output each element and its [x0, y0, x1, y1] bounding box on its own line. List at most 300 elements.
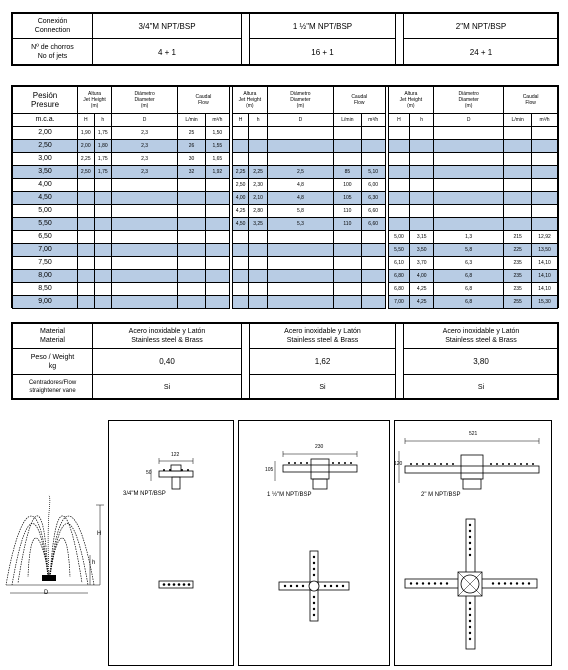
data-cell: [532, 205, 558, 218]
flow-straightener-value-2: Si: [250, 375, 396, 400]
connection-value-2: 1 ½"M NPT/BSP: [250, 14, 396, 39]
data-cell: [361, 244, 385, 257]
data-cell: [205, 244, 229, 257]
data-cell: 6,60: [361, 218, 385, 231]
data-cell: [333, 244, 361, 257]
data-cell: [178, 192, 206, 205]
table-row: [13, 205, 558, 218]
data-cell: 5,00: [388, 231, 410, 244]
weight-label: Peso / Weight kg: [13, 349, 93, 375]
data-cell: 215: [504, 231, 532, 244]
altura-header-2: Altura Jet Height (m): [232, 87, 267, 114]
pressure-cell: 7,00: [13, 244, 78, 257]
d1-dim-height: 50: [146, 470, 152, 476]
unit-cell: D: [267, 114, 333, 127]
data-cell: [410, 179, 434, 192]
data-cell: 85: [333, 166, 361, 179]
data-cell: [249, 257, 268, 270]
fountain-spray-illustration: [0, 465, 106, 605]
data-cell: 5,50: [388, 244, 410, 257]
diametro-header-3: Diámetro Diameter (m): [434, 87, 504, 114]
data-cell: 2,3: [112, 166, 178, 179]
data-cell: [112, 244, 178, 257]
data-cell: [94, 257, 112, 270]
data-cell: 2,00: [78, 140, 95, 153]
unit-cell: H: [232, 114, 249, 127]
data-cell: [361, 257, 385, 270]
data-cell: [112, 218, 178, 231]
jet-diagram: [0, 465, 106, 605]
pressure-cell: 5,50: [13, 218, 78, 231]
weight-value-2: 1,62: [250, 349, 396, 375]
altura-header-1: Altura Jet Height (m): [78, 87, 112, 114]
data-cell: [434, 166, 504, 179]
d1-dim-width: 122: [171, 452, 180, 458]
caudal-header-3: Caudal Flow: [504, 87, 558, 114]
data-cell: [333, 140, 361, 153]
unit-cell: h: [249, 114, 268, 127]
data-cell: [388, 218, 410, 231]
data-cell: 105: [333, 192, 361, 205]
material-table: [12, 323, 559, 400]
data-cell: [249, 270, 268, 283]
pressure-cell: 2,00: [13, 127, 78, 140]
jet-h-label: h: [92, 560, 96, 566]
data-cell: [78, 257, 95, 270]
data-cell: 3,25: [249, 218, 268, 231]
data-cell: [532, 166, 558, 179]
data-cell: 4,25: [232, 205, 249, 218]
d3-connection-label: 2" M NPT/BSP: [421, 492, 461, 498]
table-row: [13, 153, 558, 166]
connection-value-3: 2"M NPT/BSP: [404, 14, 559, 39]
data-cell: [434, 127, 504, 140]
data-cell: [410, 140, 434, 153]
data-cell: 2,80: [249, 205, 268, 218]
data-cell: 4,8: [267, 192, 333, 205]
data-cell: [532, 218, 558, 231]
data-cell: [112, 257, 178, 270]
data-cell: 1,75: [94, 166, 112, 179]
data-cell: 110: [333, 205, 361, 218]
data-cell: 2,25: [78, 153, 95, 166]
data-cell: [78, 179, 95, 192]
data-cell: 110: [333, 218, 361, 231]
data-cell: [388, 140, 410, 153]
data-cell: [267, 244, 333, 257]
table-row: [13, 127, 558, 140]
jet-D-label: D: [44, 590, 49, 596]
material-value-3: Acero inoxidable y Latón Stainless steel & Brass: [404, 324, 559, 349]
data-cell: [333, 283, 361, 296]
data-cell: [410, 153, 434, 166]
data-cell: [504, 166, 532, 179]
unit-cell: L/min: [178, 114, 206, 127]
data-cell: [504, 192, 532, 205]
data-cell: [504, 140, 532, 153]
table-row: [13, 179, 558, 192]
data-cell: [388, 153, 410, 166]
d1-connection-label: 3/4"M NPT/BSP: [123, 491, 166, 497]
data-cell: [434, 179, 504, 192]
data-cell: 14,10: [532, 270, 558, 283]
unit-pressure: m.c.a.: [13, 114, 78, 127]
data-cell: [504, 179, 532, 192]
unit-cell: m³/h: [361, 114, 385, 127]
data-cell: 6,3: [434, 257, 504, 270]
data-cell: 5,8: [434, 244, 504, 257]
connection-label: Conexión Connection: [13, 14, 93, 39]
data-cell: [78, 218, 95, 231]
table-row: [13, 270, 558, 283]
data-cell: 2,25: [232, 166, 249, 179]
data-cell: [112, 270, 178, 283]
data-cell: [178, 296, 206, 309]
data-cell: [112, 205, 178, 218]
data-cell: 235: [504, 283, 532, 296]
unit-cell: h: [94, 114, 112, 127]
material-value-1: Acero inoxidable y Latón Stainless steel & Brass: [93, 324, 242, 349]
data-cell: [112, 179, 178, 192]
data-cell: [410, 127, 434, 140]
data-cell: [205, 283, 229, 296]
data-cell: 6,30: [361, 192, 385, 205]
data-cell: [112, 283, 178, 296]
unit-cell: h: [410, 114, 434, 127]
data-cell: [249, 296, 268, 309]
flow-straightener-value-3: Si: [404, 375, 559, 400]
data-cell: [178, 179, 206, 192]
d3-dim-height: 120: [394, 461, 403, 467]
data-cell: [78, 296, 95, 309]
data-cell: [249, 127, 268, 140]
data-cell: 1,80: [94, 140, 112, 153]
pressure-cell: 9,00: [13, 296, 78, 309]
data-cell: [205, 205, 229, 218]
data-cell: [267, 231, 333, 244]
data-cell: 235: [504, 257, 532, 270]
data-cell: 6,8: [434, 283, 504, 296]
nozzle-drawing-3: [395, 421, 551, 665]
data-cell: [361, 283, 385, 296]
data-cell: [267, 283, 333, 296]
data-cell: 6,00: [361, 179, 385, 192]
nozzle-icon: [42, 575, 56, 581]
weight-value-1: 0,40: [93, 349, 242, 375]
data-cell: [434, 205, 504, 218]
flow-straightener-label: Centradores/Flow straightener vane: [13, 375, 93, 400]
data-cell: [504, 205, 532, 218]
d3-dim-width: 521: [469, 431, 478, 437]
data-cell: [78, 231, 95, 244]
data-cell: [94, 244, 112, 257]
table-row: [13, 244, 558, 257]
data-cell: 235: [504, 270, 532, 283]
data-cell: 25: [178, 127, 206, 140]
d2-dim-width: 230: [315, 444, 324, 450]
data-cell: [249, 153, 268, 166]
data-cell: 13,50: [532, 244, 558, 257]
data-cell: 15,30: [532, 296, 558, 309]
data-cell: 5,8: [267, 205, 333, 218]
data-cell: 4,50: [232, 218, 249, 231]
weight-value-3: 3,80: [404, 349, 559, 375]
data-cell: [178, 231, 206, 244]
data-cell: [94, 179, 112, 192]
data-cell: 2,10: [249, 192, 268, 205]
unit-cell: m³/h: [532, 114, 558, 127]
data-cell: [178, 270, 206, 283]
data-cell: 3,70: [410, 257, 434, 270]
unit-cell: m³/h: [205, 114, 229, 127]
data-cell: 7,00: [388, 296, 410, 309]
data-cell: 1,90: [78, 127, 95, 140]
data-cell: [205, 231, 229, 244]
data-cell: [94, 283, 112, 296]
data-cell: [410, 166, 434, 179]
drawing-panel-1: [108, 420, 234, 666]
data-cell: [361, 231, 385, 244]
data-cell: 4,8: [267, 179, 333, 192]
pressure-cell: 4,00: [13, 179, 78, 192]
data-cell: 2,50: [232, 179, 249, 192]
data-cell: [232, 296, 249, 309]
data-cell: [361, 140, 385, 153]
data-cell: [267, 257, 333, 270]
data-cell: 6,10: [388, 257, 410, 270]
data-cell: [178, 205, 206, 218]
data-cell: [94, 270, 112, 283]
data-cell: 4,25: [410, 283, 434, 296]
data-cell: 1,50: [205, 127, 229, 140]
data-cell: [434, 140, 504, 153]
data-cell: 14,10: [532, 257, 558, 270]
data-cell: [232, 231, 249, 244]
data-cell: [112, 231, 178, 244]
data-cell: [232, 257, 249, 270]
data-cell: [532, 192, 558, 205]
data-cell: [504, 153, 532, 166]
data-cell: [94, 192, 112, 205]
data-cell: [78, 192, 95, 205]
data-cell: [333, 257, 361, 270]
unit-cell: L/min: [333, 114, 361, 127]
jets-value-2: 16 + 1: [250, 39, 396, 66]
data-cell: [112, 192, 178, 205]
data-cell: 2,3: [112, 127, 178, 140]
data-cell: [267, 296, 333, 309]
data-cell: [434, 192, 504, 205]
data-cell: 3,15: [410, 231, 434, 244]
unit-cell: D: [112, 114, 178, 127]
flow-straightener-value-1: Si: [93, 375, 242, 400]
diametro-header-1: Diámetro Diameter (m): [112, 87, 178, 114]
data-cell: [205, 179, 229, 192]
pressure-cell: 2,50: [13, 140, 78, 153]
data-cell: [267, 140, 333, 153]
data-cell: [232, 127, 249, 140]
data-cell: 1,92: [205, 166, 229, 179]
data-cell: 2,50: [78, 166, 95, 179]
data-cell: [249, 231, 268, 244]
data-cell: 6,80: [388, 270, 410, 283]
pressure-cell: 8,50: [13, 283, 78, 296]
data-cell: [504, 218, 532, 231]
data-cell: 26: [178, 140, 206, 153]
data-cell: [178, 218, 206, 231]
data-cell: [205, 192, 229, 205]
pressure-cell: 5,00: [13, 205, 78, 218]
caudal-header-1: Caudal Flow: [178, 87, 230, 114]
drawing-panel-2: [238, 420, 390, 666]
data-cell: [232, 153, 249, 166]
data-cell: [205, 296, 229, 309]
data-cell: 5,3: [267, 218, 333, 231]
data-cell: [388, 205, 410, 218]
jets-value-3: 24 + 1: [404, 39, 559, 66]
data-cell: [232, 140, 249, 153]
data-cell: [532, 140, 558, 153]
data-cell: [94, 296, 112, 309]
data-cell: [232, 270, 249, 283]
data-cell: 4,25: [410, 296, 434, 309]
data-cell: [249, 140, 268, 153]
data-cell: 100: [333, 179, 361, 192]
data-cell: [333, 153, 361, 166]
data-cell: 2,5: [267, 166, 333, 179]
table-row: [13, 257, 558, 270]
data-cell: 6,8: [434, 296, 504, 309]
data-cell: [504, 127, 532, 140]
jets-label: Nº de chorros No of jets: [13, 39, 93, 66]
data-cell: [249, 244, 268, 257]
data-cell: [361, 153, 385, 166]
data-cell: [388, 127, 410, 140]
table-row: [13, 166, 558, 179]
data-cell: 6,8: [434, 270, 504, 283]
diametro-header-2: Diámetro Diameter (m): [267, 87, 333, 114]
data-cell: 2,3: [112, 153, 178, 166]
data-cell: 30: [178, 153, 206, 166]
unit-cell: D: [434, 114, 504, 127]
table-row: [13, 140, 558, 153]
data-cell: [94, 218, 112, 231]
data-cell: [267, 270, 333, 283]
data-cell: [388, 179, 410, 192]
data-cell: [249, 283, 268, 296]
data-cell: [333, 270, 361, 283]
data-cell: 1,75: [94, 127, 112, 140]
table-row: [13, 218, 558, 231]
material-label: Material Material: [13, 324, 93, 349]
data-cell: [94, 205, 112, 218]
data-cell: [112, 296, 178, 309]
data-cell: 12,92: [532, 231, 558, 244]
data-cell: [205, 270, 229, 283]
connection-table: [12, 13, 559, 66]
material-value-2: Acero inoxidable y Latón Stainless steel & Brass: [250, 324, 396, 349]
data-cell: 4,00: [410, 270, 434, 283]
data-cell: [333, 296, 361, 309]
data-cell: [267, 127, 333, 140]
data-cell: [178, 244, 206, 257]
data-cell: 2,30: [249, 179, 268, 192]
drawing-panel-3: [394, 420, 552, 666]
data-cell: [388, 166, 410, 179]
data-cell: [78, 270, 95, 283]
data-cell: [232, 244, 249, 257]
data-cell: [78, 283, 95, 296]
data-cell: 1,75: [94, 153, 112, 166]
data-cell: [205, 218, 229, 231]
performance-table: [12, 86, 558, 309]
data-cell: [267, 153, 333, 166]
data-cell: [178, 283, 206, 296]
data-cell: 6,60: [361, 205, 385, 218]
unit-cell: H: [388, 114, 410, 127]
data-cell: [532, 127, 558, 140]
jets-value-1: 4 + 1: [93, 39, 242, 66]
data-cell: 3,50: [410, 244, 434, 257]
data-cell: [410, 192, 434, 205]
connection-value-1: 3/4"M NPT/BSP: [93, 14, 242, 39]
data-cell: [361, 127, 385, 140]
data-cell: 6,80: [388, 283, 410, 296]
data-cell: 1,65: [205, 153, 229, 166]
jet-H-label: H: [97, 531, 102, 537]
pressure-cell: 4,50: [13, 192, 78, 205]
data-cell: [532, 179, 558, 192]
unit-cell: H: [78, 114, 95, 127]
data-cell: 4,00: [232, 192, 249, 205]
table-row: [13, 283, 558, 296]
data-cell: 2,3: [112, 140, 178, 153]
data-cell: 5,10: [361, 166, 385, 179]
table-row: [13, 192, 558, 205]
data-cell: 14,10: [532, 283, 558, 296]
data-cell: 2,25: [249, 166, 268, 179]
data-cell: [178, 257, 206, 270]
pressure-cell: 7,50: [13, 257, 78, 270]
data-cell: [333, 127, 361, 140]
data-cell: [434, 153, 504, 166]
pressure-cell: 8,00: [13, 270, 78, 283]
d2-connection-label: 1 ½"M NPT/BSP: [267, 492, 312, 498]
data-cell: [434, 218, 504, 231]
data-cell: [94, 231, 112, 244]
data-cell: 1,3: [434, 231, 504, 244]
table-row: [13, 296, 558, 309]
data-cell: [361, 296, 385, 309]
data-cell: [410, 218, 434, 231]
table-row: [13, 231, 558, 244]
pressure-header: Pesión Presure: [13, 87, 78, 114]
data-cell: [78, 205, 95, 218]
pressure-cell: 6,50: [13, 231, 78, 244]
data-cell: [388, 192, 410, 205]
pressure-cell: 3,50: [13, 166, 78, 179]
altura-header-3: Altura Jet Height (m): [388, 87, 433, 114]
data-cell: [361, 270, 385, 283]
unit-cell: L/min: [504, 114, 532, 127]
data-cell: 225: [504, 244, 532, 257]
data-cell: 255: [504, 296, 532, 309]
data-cell: [232, 283, 249, 296]
data-cell: [410, 205, 434, 218]
d2-dim-height: 105: [265, 467, 274, 473]
pressure-cell: 3,00: [13, 153, 78, 166]
data-cell: 32: [178, 166, 206, 179]
